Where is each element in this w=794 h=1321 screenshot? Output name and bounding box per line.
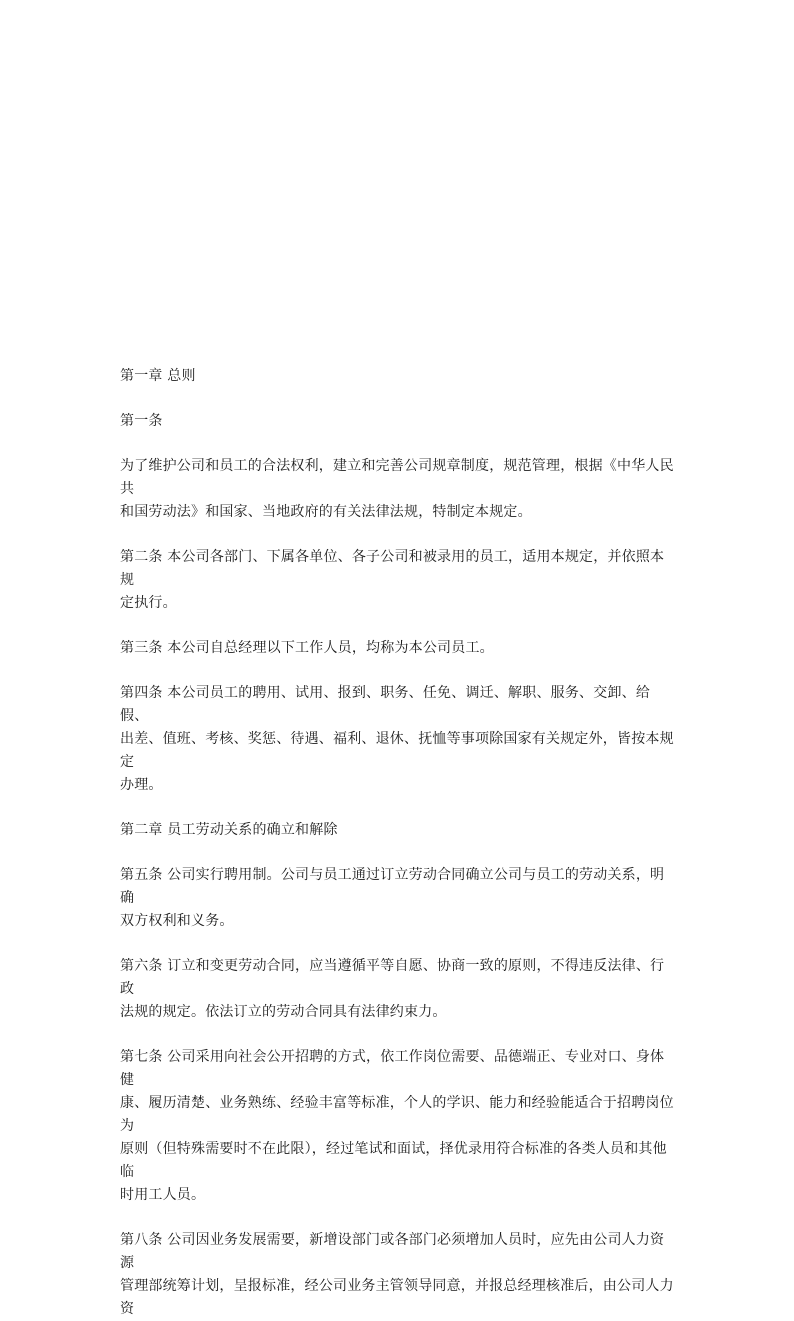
article-5-text: 第五条 公司实行聘用制。公司与员工通过订立劳动合同确立公司与员工的劳动关系，明确 双方权利和义务。	[120, 867, 665, 929]
article-1-heading: 第一条	[120, 413, 163, 429]
article-8-text: 第八条 公司因业务发展需要，新增设部门或各部门必须增加人员时，应先由公司人力资源 管理部统筹计划，呈报标准，经公司业务主管领导同意，并报总经理核准后，由公司人力资	[120, 1232, 674, 1317]
article-7-text: 第七条 公司采用向社会公开招聘的方式，依工作岗位需要、品德端正、专业对口、身体健 康、履历清楚、业务熟练、经验丰富等标准，个人的学识、能力和经验能适合于招聘岗位为 原则（但特殊需要时不在此限），经过笔试和面试，择优录用符合标准的各类人员和其他临 时用工人员。	[120, 1049, 674, 1203]
article-4-text: 第四条 本公司员工的聘用、试用、报到、职务、任免、调迁、解职、服务、交卸、给假、 出差、值班、考核、奖惩、待遇、福利、退休、抚恤等事项除国家有关规定外，皆按本规定 办理。	[120, 685, 674, 793]
chapter-2-heading: 第二章 员工劳动关系的确立和解除	[120, 822, 338, 838]
article-6-text: 第六条 订立和变更劳动合同，应当遵循平等自愿、协商一致的原则，不得违反法律、行政 法规的规定。依法订立的劳动合同具有法律约束力。	[120, 958, 665, 1020]
chapter-1-heading: 第一章 总则	[120, 368, 196, 384]
article-2-text: 第二条 本公司各部门、下属各单位、各子公司和被录用的员工，适用本规定，并依照本规 定执行。	[120, 549, 665, 611]
article-3-text: 第三条 本公司自总经理以下工作人员，均称为本公司员工。	[120, 640, 494, 656]
document-body	[120, 365, 676, 1321]
article-1-text: 为了维护公司和员工的合法权利，建立和完善公司规章制度，规范管理，根据《中华人民共 和国劳动法》和国家、当地政府的有关法律法规，特制定本规定。	[120, 458, 674, 520]
